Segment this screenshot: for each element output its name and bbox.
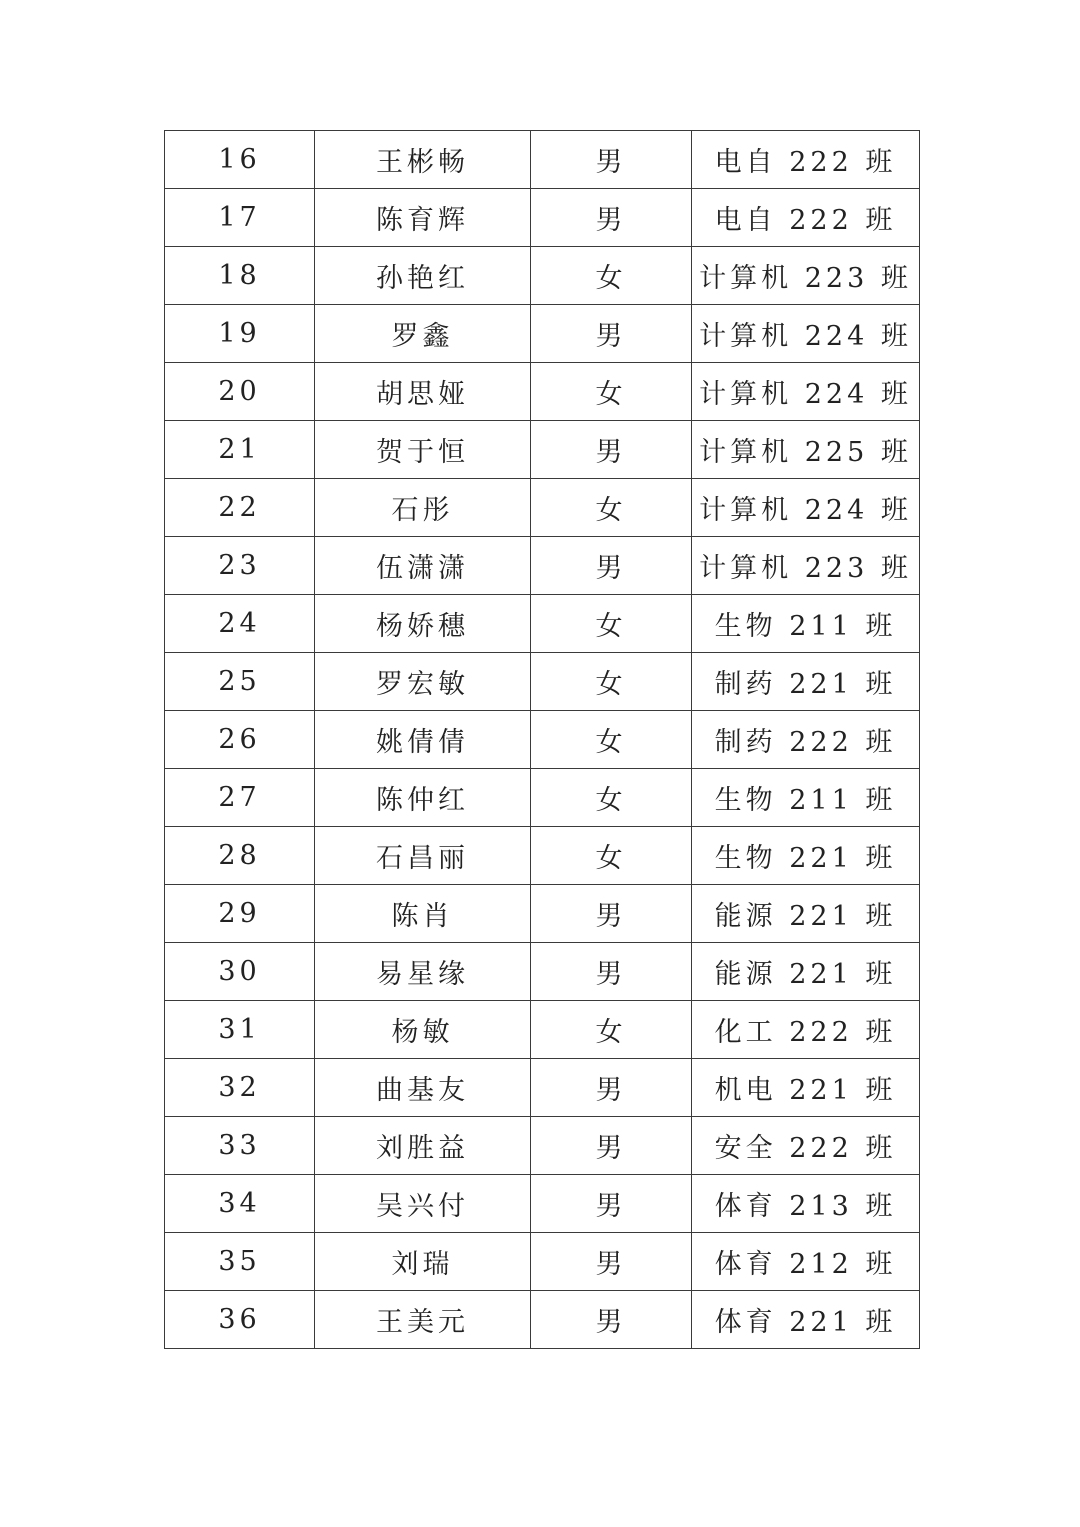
row-number-cell: 33 <box>165 1117 315 1175</box>
table-row <box>165 1001 920 1059</box>
gender-cell: 女 <box>531 769 692 827</box>
gender-cell: 男 <box>531 1059 692 1117</box>
student-name-cell: 罗鑫 <box>315 305 531 363</box>
class-cell: 电自 222 班 <box>692 131 920 189</box>
class-cell: 电自 222 班 <box>692 189 920 247</box>
row-number-cell: 22 <box>165 479 315 537</box>
table-row <box>165 769 920 827</box>
row-number-cell: 17 <box>165 189 315 247</box>
table-row <box>165 537 920 595</box>
row-number-cell: 31 <box>165 1001 315 1059</box>
student-name-cell: 孙艳红 <box>315 247 531 305</box>
row-number-cell: 35 <box>165 1233 315 1291</box>
row-number-cell: 29 <box>165 885 315 943</box>
class-cell: 生物 211 班 <box>692 595 920 653</box>
table-row <box>165 1059 920 1117</box>
gender-cell: 男 <box>531 1175 692 1233</box>
table-row <box>165 479 920 537</box>
class-cell: 计算机 223 班 <box>692 247 920 305</box>
gender-cell: 女 <box>531 363 692 421</box>
student-name-cell: 石彤 <box>315 479 531 537</box>
gender-cell: 女 <box>531 247 692 305</box>
class-cell: 能源 221 班 <box>692 943 920 1001</box>
row-number-cell: 23 <box>165 537 315 595</box>
gender-cell: 女 <box>531 479 692 537</box>
class-cell: 安全 222 班 <box>692 1117 920 1175</box>
class-cell: 生物 211 班 <box>692 769 920 827</box>
student-name-cell: 易星缘 <box>315 943 531 1001</box>
gender-cell: 男 <box>531 1233 692 1291</box>
student-name-cell: 石昌丽 <box>315 827 531 885</box>
table-row <box>165 1175 920 1233</box>
table-row <box>165 189 920 247</box>
student-name-cell: 胡思娅 <box>315 363 531 421</box>
student-name-cell: 陈育辉 <box>315 189 531 247</box>
gender-cell: 女 <box>531 711 692 769</box>
row-number-cell: 18 <box>165 247 315 305</box>
gender-cell: 女 <box>531 827 692 885</box>
gender-cell: 男 <box>531 421 692 479</box>
class-cell: 机电 221 班 <box>692 1059 920 1117</box>
gender-cell: 女 <box>531 1001 692 1059</box>
class-cell: 计算机 223 班 <box>692 537 920 595</box>
table-row <box>165 653 920 711</box>
class-cell: 生物 221 班 <box>692 827 920 885</box>
gender-cell: 男 <box>531 189 692 247</box>
table-row <box>165 247 920 305</box>
class-cell: 制药 221 班 <box>692 653 920 711</box>
row-number-cell: 34 <box>165 1175 315 1233</box>
class-cell: 化工 222 班 <box>692 1001 920 1059</box>
row-number-cell: 30 <box>165 943 315 1001</box>
class-cell: 计算机 224 班 <box>692 363 920 421</box>
row-number-cell: 26 <box>165 711 315 769</box>
gender-cell: 男 <box>531 537 692 595</box>
row-number-cell: 25 <box>165 653 315 711</box>
student-name-cell: 刘瑞 <box>315 1233 531 1291</box>
table-row <box>165 885 920 943</box>
gender-cell: 男 <box>531 1117 692 1175</box>
class-cell: 能源 221 班 <box>692 885 920 943</box>
class-cell: 计算机 224 班 <box>692 305 920 363</box>
table-row <box>165 1233 920 1291</box>
row-number-cell: 20 <box>165 363 315 421</box>
row-number-cell: 24 <box>165 595 315 653</box>
gender-cell: 男 <box>531 885 692 943</box>
table-row <box>165 595 920 653</box>
class-cell: 制药 222 班 <box>692 711 920 769</box>
student-name-cell: 曲基友 <box>315 1059 531 1117</box>
student-name-cell: 王美元 <box>315 1291 531 1349</box>
student-name-cell: 吴兴付 <box>315 1175 531 1233</box>
row-number-cell: 32 <box>165 1059 315 1117</box>
gender-cell: 男 <box>531 1291 692 1349</box>
gender-cell: 男 <box>531 943 692 1001</box>
table-row <box>165 1291 920 1349</box>
student-name-cell: 杨娇穗 <box>315 595 531 653</box>
student-name-cell: 刘胜益 <box>315 1117 531 1175</box>
class-cell: 体育 221 班 <box>692 1291 920 1349</box>
row-number-cell: 28 <box>165 827 315 885</box>
student-name-cell: 伍潇潇 <box>315 537 531 595</box>
student-name-cell: 陈肖 <box>315 885 531 943</box>
table-row <box>165 711 920 769</box>
student-name-cell: 陈仲红 <box>315 769 531 827</box>
table-row <box>165 943 920 1001</box>
row-number-cell: 36 <box>165 1291 315 1349</box>
table-row <box>165 421 920 479</box>
student-name-cell: 杨敏 <box>315 1001 531 1059</box>
table-row <box>165 827 920 885</box>
table-row <box>165 131 920 189</box>
row-number-cell: 27 <box>165 769 315 827</box>
student-roster-table <box>164 130 920 1349</box>
row-number-cell: 19 <box>165 305 315 363</box>
class-cell: 计算机 225 班 <box>692 421 920 479</box>
student-name-cell: 王彬畅 <box>315 131 531 189</box>
table-row <box>165 1117 920 1175</box>
student-name-cell: 罗宏敏 <box>315 653 531 711</box>
gender-cell: 男 <box>531 305 692 363</box>
gender-cell: 女 <box>531 653 692 711</box>
class-cell: 体育 213 班 <box>692 1175 920 1233</box>
table-row <box>165 363 920 421</box>
table-row <box>165 305 920 363</box>
row-number-cell: 16 <box>165 131 315 189</box>
gender-cell: 男 <box>531 131 692 189</box>
roster-body <box>165 131 920 1349</box>
class-cell: 体育 212 班 <box>692 1233 920 1291</box>
row-number-cell: 21 <box>165 421 315 479</box>
student-name-cell: 贺于恒 <box>315 421 531 479</box>
class-cell: 计算机 224 班 <box>692 479 920 537</box>
student-name-cell: 姚倩倩 <box>315 711 531 769</box>
gender-cell: 女 <box>531 595 692 653</box>
